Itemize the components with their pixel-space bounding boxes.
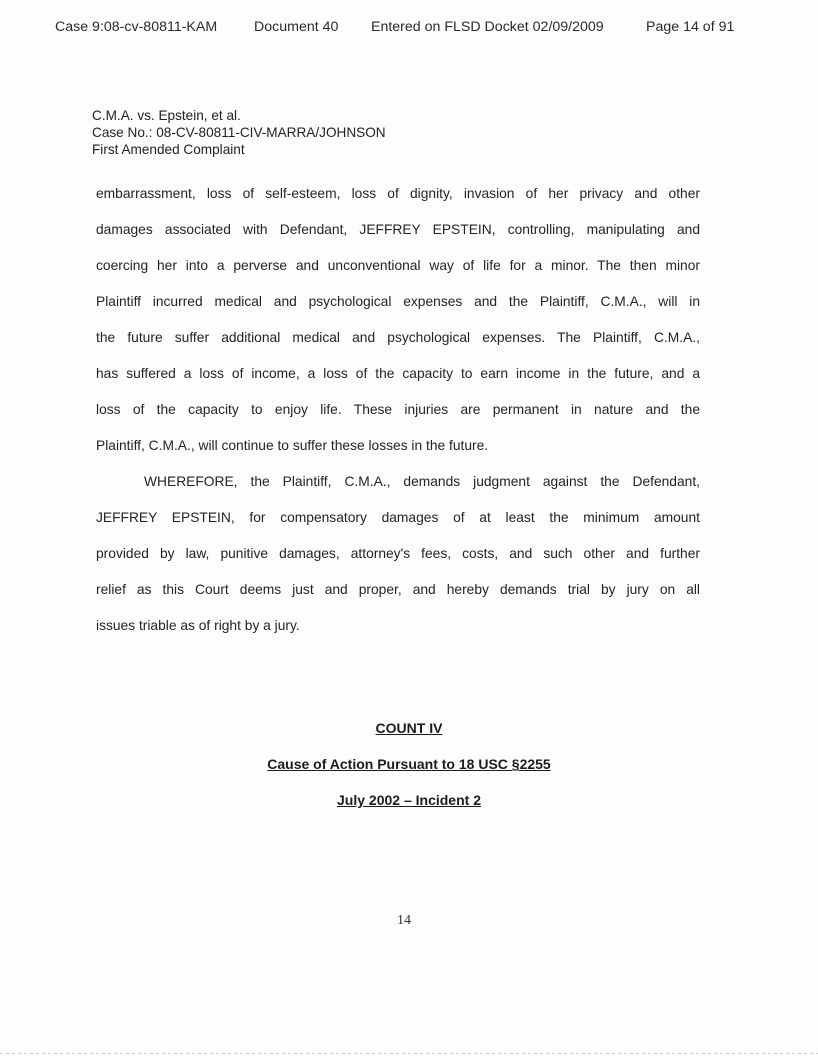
count-title: COUNT IV — [375, 720, 443, 736]
count-cause-of-action: Cause of Action Pursuant to 18 USC §2255 — [267, 756, 551, 772]
count-incident: July 2002 – Incident 2 — [337, 792, 481, 808]
paragraph-line: damages associated with Defendant, JEFFREY EPSTEIN, controlling, manipulating and — [96, 222, 700, 237]
paragraph-line: coercing her into a perverse and unconventional way of life for a minor. The then minor — [96, 258, 700, 273]
header-document-number: Document 40 — [254, 19, 339, 35]
paragraph-line: WHEREFORE, the Plaintiff, C.M.A., demands judgment against the Defendant, — [144, 474, 700, 489]
paragraph-line: relief as this Court deems just and proper, and hereby demands trial by jury on all — [96, 582, 700, 597]
paragraph-line: issues triable as of right by a jury. — [96, 618, 300, 633]
page-number: 14 — [397, 913, 411, 928]
paragraph-line: Plaintiff incurred medical and psychological expenses and the Plaintiff, C.M.A., will in — [96, 294, 700, 309]
scan-edge-divider — [0, 1053, 818, 1054]
header-case-number: Case 9:08-cv-80811-KAM — [55, 19, 218, 35]
paragraph-line: loss of the capacity to enjoy life. These injuries are permanent in nature and the — [96, 402, 700, 417]
paragraph-line: JEFFREY EPSTEIN, for compensatory damages of at least the minimum amount — [96, 510, 700, 525]
caption-document-title: First Amended Complaint — [92, 142, 245, 157]
paragraph-line: Plaintiff, C.M.A., will continue to suffer these losses in the future. — [96, 438, 489, 453]
caption-parties: C.M.A. vs. Epstein, et al. — [92, 108, 241, 123]
paragraph-line: provided by law, punitive damages, attorney's fees, costs, and such other and further — [96, 546, 700, 561]
header-entered-date: Entered on FLSD Docket 02/09/2009 — [371, 19, 604, 35]
paragraph-line: the future suffer additional medical and psychological expenses. The Plaintiff, C.M.A., — [96, 330, 700, 345]
paragraph-line: embarrassment, loss of self-esteem, loss of dignity, invasion of her privacy and other — [96, 186, 700, 201]
header-page-count: Page 14 of 91 — [646, 19, 735, 35]
case-caption — [92, 107, 386, 158]
paragraph-line: has suffered a loss of income, a loss of the capacity to earn income in the future, and a — [96, 366, 700, 381]
caption-case-number: Case No.: 08-CV-80811-CIV-MARRA/JOHNSON — [92, 125, 386, 140]
